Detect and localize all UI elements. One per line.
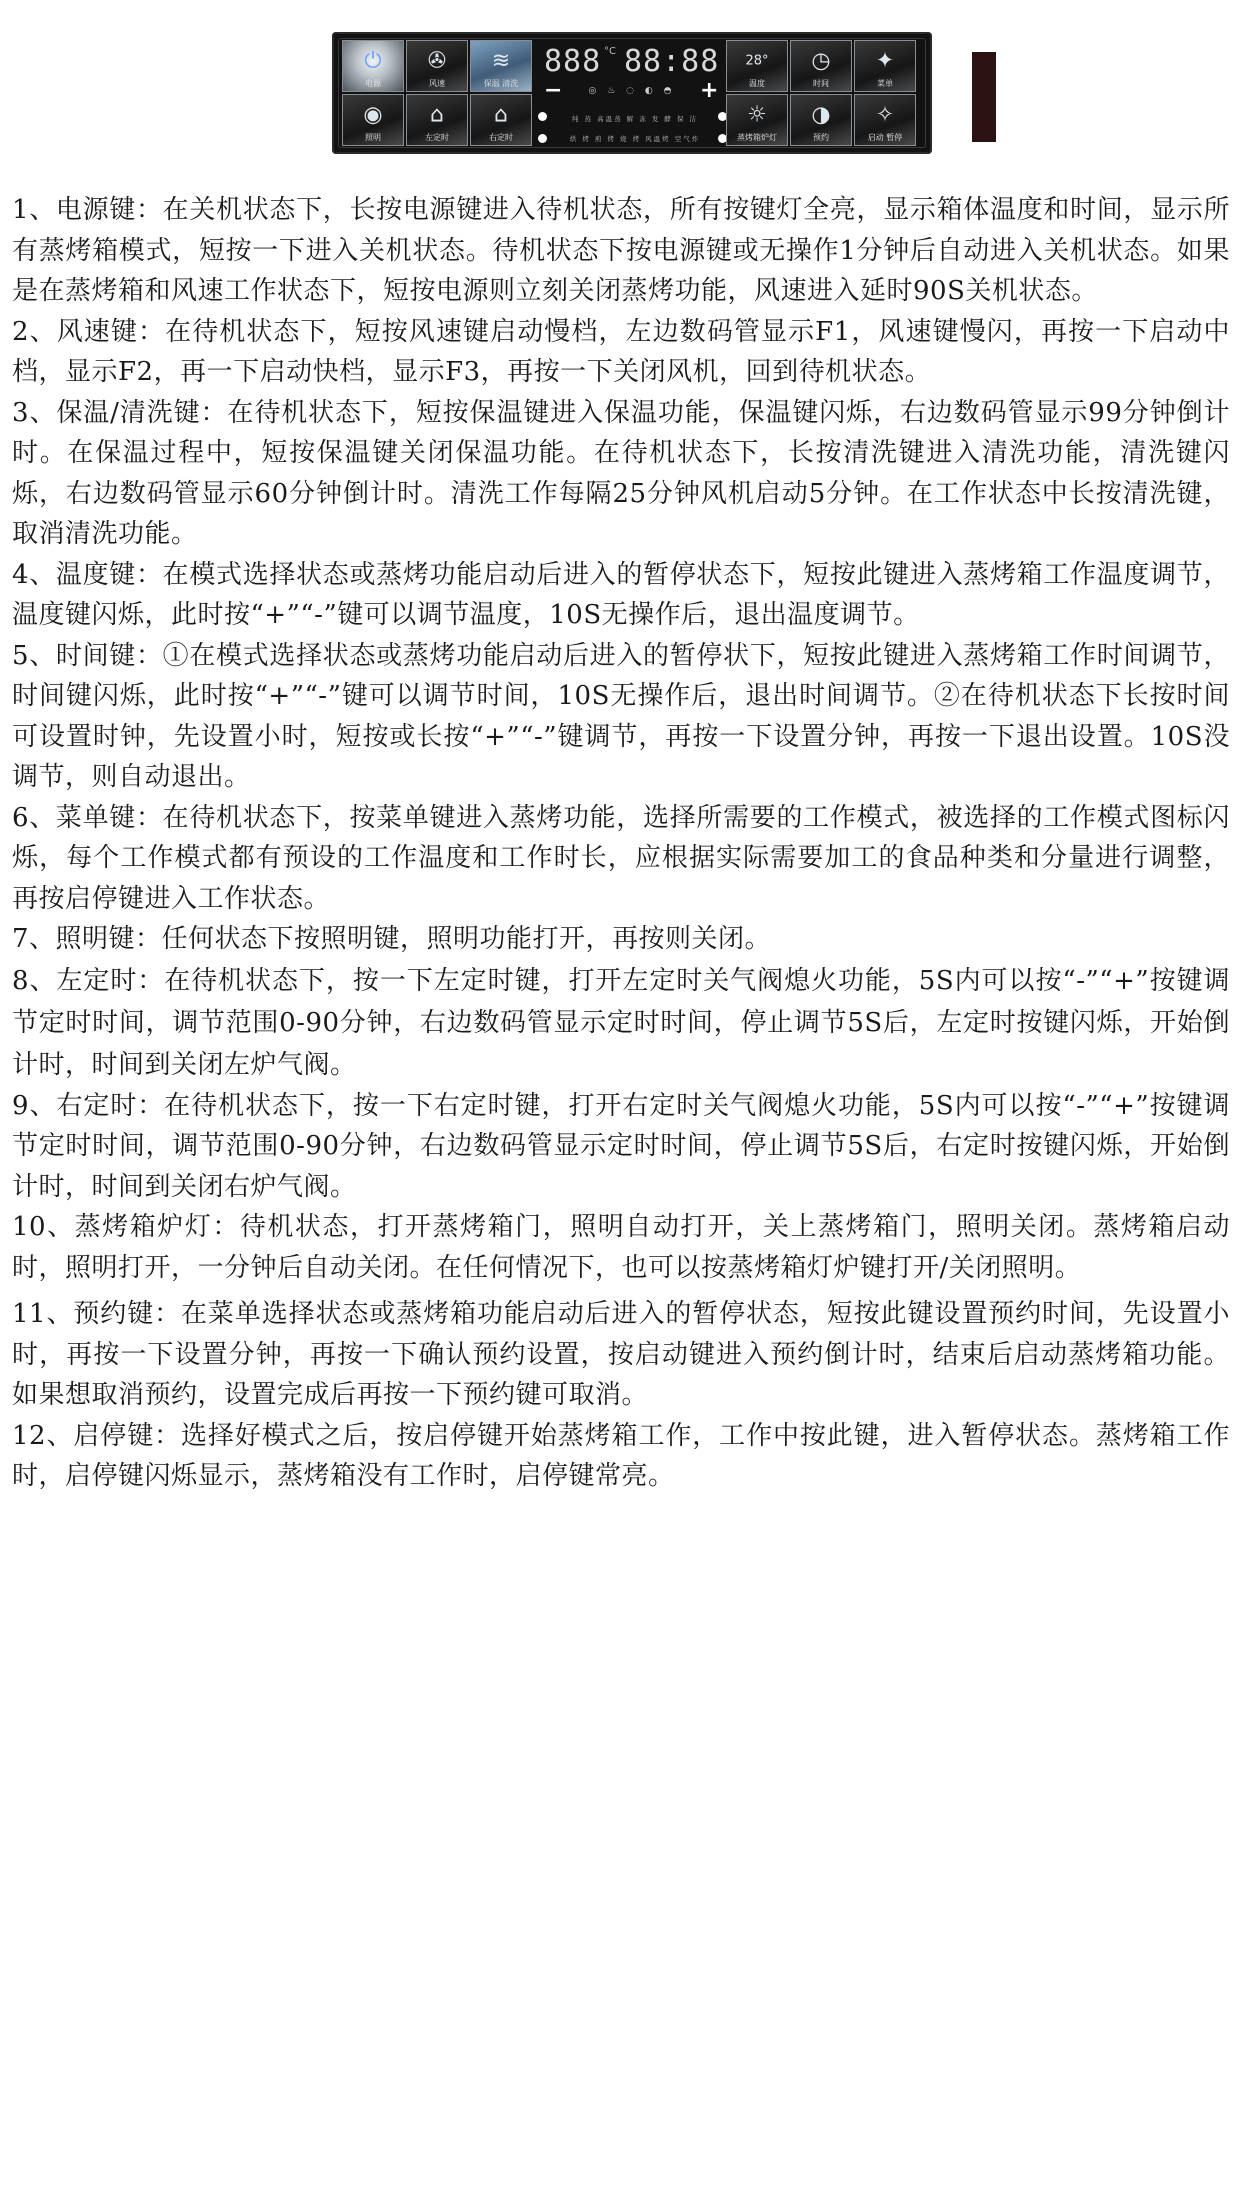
menu-key-label: 菜单	[877, 79, 893, 88]
start-pause-icon: ✧	[875, 102, 895, 128]
paragraph-keep-warm-clean-key: 3、保温/清洗键：在待机状态下，短按保温键进入保温功能，保温键闪烁，右边数码管显示99分钟倒计时。在保温过程中，短按保温键关闭保温功能。在待机状态下，长按清洗键进入清洗功能，清洗键闪烁，右边数码管显示60分钟倒计时。清洗工作每隔25分钟风机启动5分钟。在工作状态中长按清洗键，取消清洗功能。	[12, 397, 1230, 549]
temperature-digits: 888	[544, 44, 602, 79]
start-pause-key-label: 启动 暂停	[867, 133, 903, 142]
paragraph-fan-speed-key: 2、风速键：在待机状态下，短按风速键启动慢档，左边数码管显示F1，风速键慢闪，再按一下启动中档，显示F2，再一下启动快档，显示F3，再按一下关闭风机，回到待机状态。	[12, 316, 1230, 387]
keep-warm-clean-key-label: 保温 清洗	[483, 79, 519, 88]
fan-speed-key[interactable]	[406, 40, 468, 92]
power-key-label: 电源	[365, 79, 381, 88]
status-icons: ◎ ♨ ◌ ◐ ◓	[588, 86, 676, 96]
side-bar-decoration	[972, 52, 996, 142]
paragraph-left-timer: 8、左定时：在待机状态下，按一下左定时键，打开左定时关气阀熄火功能，5S内可以按“-”“+”按键调节定时时间，调节范围0-90分钟，右边数码管显示定时时间，停止调节5S后，左定时按键闪烁，开始倒计时，时间到关闭左炉气阀。	[12, 965, 1230, 1080]
paragraph-reservation-key: 11、预约键：在菜单选择状态或蒸烤箱功能启动后进入的暂停状态，短按此键设置预约时间，先设置小时，再按一下设置分钟，再按一下确认预约设置，按启动键进入预约倒计时，结束后启动蒸烤箱功能。如果想取消预约，设置完成后再按一下预约键可取消。	[12, 1299, 1230, 1410]
left-timer-key[interactable]	[406, 94, 468, 146]
power-icon: ⏻	[364, 48, 382, 74]
paragraph-power-key: 1、电源键：在关机状态下，长按电源键进入待机状态，所有按键灯全亮，显示箱体温度和时间，显示所有蒸烤箱模式，短按一下进入关机状态。待机状态下按电源键或无操作1分钟后自动进入关机状态。如果是在蒸烤箱和风速工作状态下，短按电源则立刻关闭蒸烤功能，风速进入延时90S关机状态。	[12, 195, 1230, 306]
right-timer-key[interactable]	[470, 94, 532, 146]
oven-lamp-key-label: 蒸烤箱炉灯	[737, 133, 777, 142]
temperature-key-label: 温度	[749, 79, 765, 88]
plus-key[interactable]: +	[700, 78, 719, 103]
control-panel	[332, 32, 932, 154]
mode-labels-row-1: 纯 蒸 高温蒸 解 冻 发 酵 保 洁	[571, 115, 699, 123]
temperature-unit: °C	[604, 46, 616, 57]
left-timer-key-label: 左定时	[425, 133, 449, 142]
time-key-label: 时间	[813, 79, 829, 88]
oven-lamp-key[interactable]	[726, 94, 788, 146]
time-digits: 88:88	[624, 44, 720, 79]
reservation-key-label: 预约	[813, 133, 829, 142]
steam-icon: ≋	[491, 48, 511, 74]
right-timer-key-label: 右定时	[489, 133, 513, 142]
instruction-text	[12, 190, 1230, 1497]
time-key[interactable]	[790, 40, 852, 92]
start-pause-key[interactable]	[854, 94, 916, 146]
minus-key[interactable]: −	[544, 78, 563, 103]
burner-icon: ⌂	[430, 102, 444, 128]
oven-lamp-icon: ☼	[747, 102, 767, 128]
menu-key[interactable]	[854, 40, 916, 92]
indicator-dot-left-2	[538, 134, 547, 143]
power-key[interactable]	[342, 40, 404, 92]
paragraph-menu-key: 6、菜单键：在待机状态下，按菜单键进入蒸烤功能，选择所需要的工作模式，被选择的工作模式图标闪烁，每个工作模式都有预设的工作温度和工作时长，应根据实际需要加工的食品种类和分量进行调整，再按启停键进入工作状态。	[12, 802, 1230, 914]
thermometer-icon: 28°	[745, 53, 769, 69]
keep-warm-clean-key[interactable]	[470, 40, 532, 92]
mode-labels-row-2: 烘 烤 煎 烤 烧 烤 风温烤 空气炸	[569, 135, 701, 143]
reservation-icon: ◑	[811, 102, 831, 128]
fan-speed-key-label: 风速	[429, 79, 445, 88]
paragraph-oven-lamp: 10、蒸烤箱炉灯：待机状态，打开蒸烤箱门，照明自动打开，关上蒸烤箱门，照明关闭。蒸烤箱启动时，照明打开，一分钟后自动关闭。在任何情况下，也可以按蒸烤箱灯炉键打开/关闭照明。	[12, 1212, 1230, 1283]
utensils-icon: ✦	[875, 48, 895, 74]
burner-icon: ⌂	[494, 102, 508, 128]
indicator-dot-left	[538, 112, 547, 121]
clock-icon: ◷	[811, 48, 831, 74]
paragraph-temperature-key: 4、温度键：在模式选择状态或蒸烤功能启动后进入的暂停状态下，短按此键进入蒸烤箱工作温度调节，温度键闪烁，此时按“+”“-”键可以调节温度，10S无操作后，退出温度调节。	[12, 559, 1230, 630]
paragraph-light-key: 7、照明键：任何状态下按照明键，照明功能打开，再按则关闭。	[12, 924, 772, 954]
temperature-key[interactable]	[726, 40, 788, 92]
paragraph-time-key: 5、时间键：①在模式选择状态或蒸烤功能启动后进入的暂停状下，短按此键进入蒸烤箱工作时间调节，时间键闪烁，此时按“+”“-”键可以调节时间，10S无操作后，退出时间调节。②在待机状态下长按时间可设置时钟，先设置小时，短按或长按“+”“-”键调节，再按一下设置分钟，再按一下退出设置。10S没调节，则自动退出。	[12, 640, 1230, 792]
light-key-label: 照明	[365, 133, 381, 142]
paragraph-start-pause-key: 12、启停键：选择好模式之后，按启停键开始蒸烤箱工作，工作中按此键，进入暂停状态。蒸烤箱工作时，启停键闪烁显示，蒸烤箱没有工作时，启停键常亮。	[12, 1420, 1230, 1491]
fan-icon: ✇	[427, 48, 447, 74]
lamp-icon: ◉	[363, 102, 383, 128]
reservation-key[interactable]	[790, 94, 852, 146]
digital-display	[542, 40, 722, 146]
paragraph-right-timer: 9、右定时：在待机状态下，按一下右定时键，打开右定时关气阀熄火功能，5S内可以按“-”“+”按键调节定时时间，调节范围0-90分钟，右边数码管显示定时时间，停止调节5S后，右定时按键闪烁，开始倒计时，时间到关闭右炉气阀。	[12, 1090, 1230, 1202]
light-key[interactable]	[342, 94, 404, 146]
